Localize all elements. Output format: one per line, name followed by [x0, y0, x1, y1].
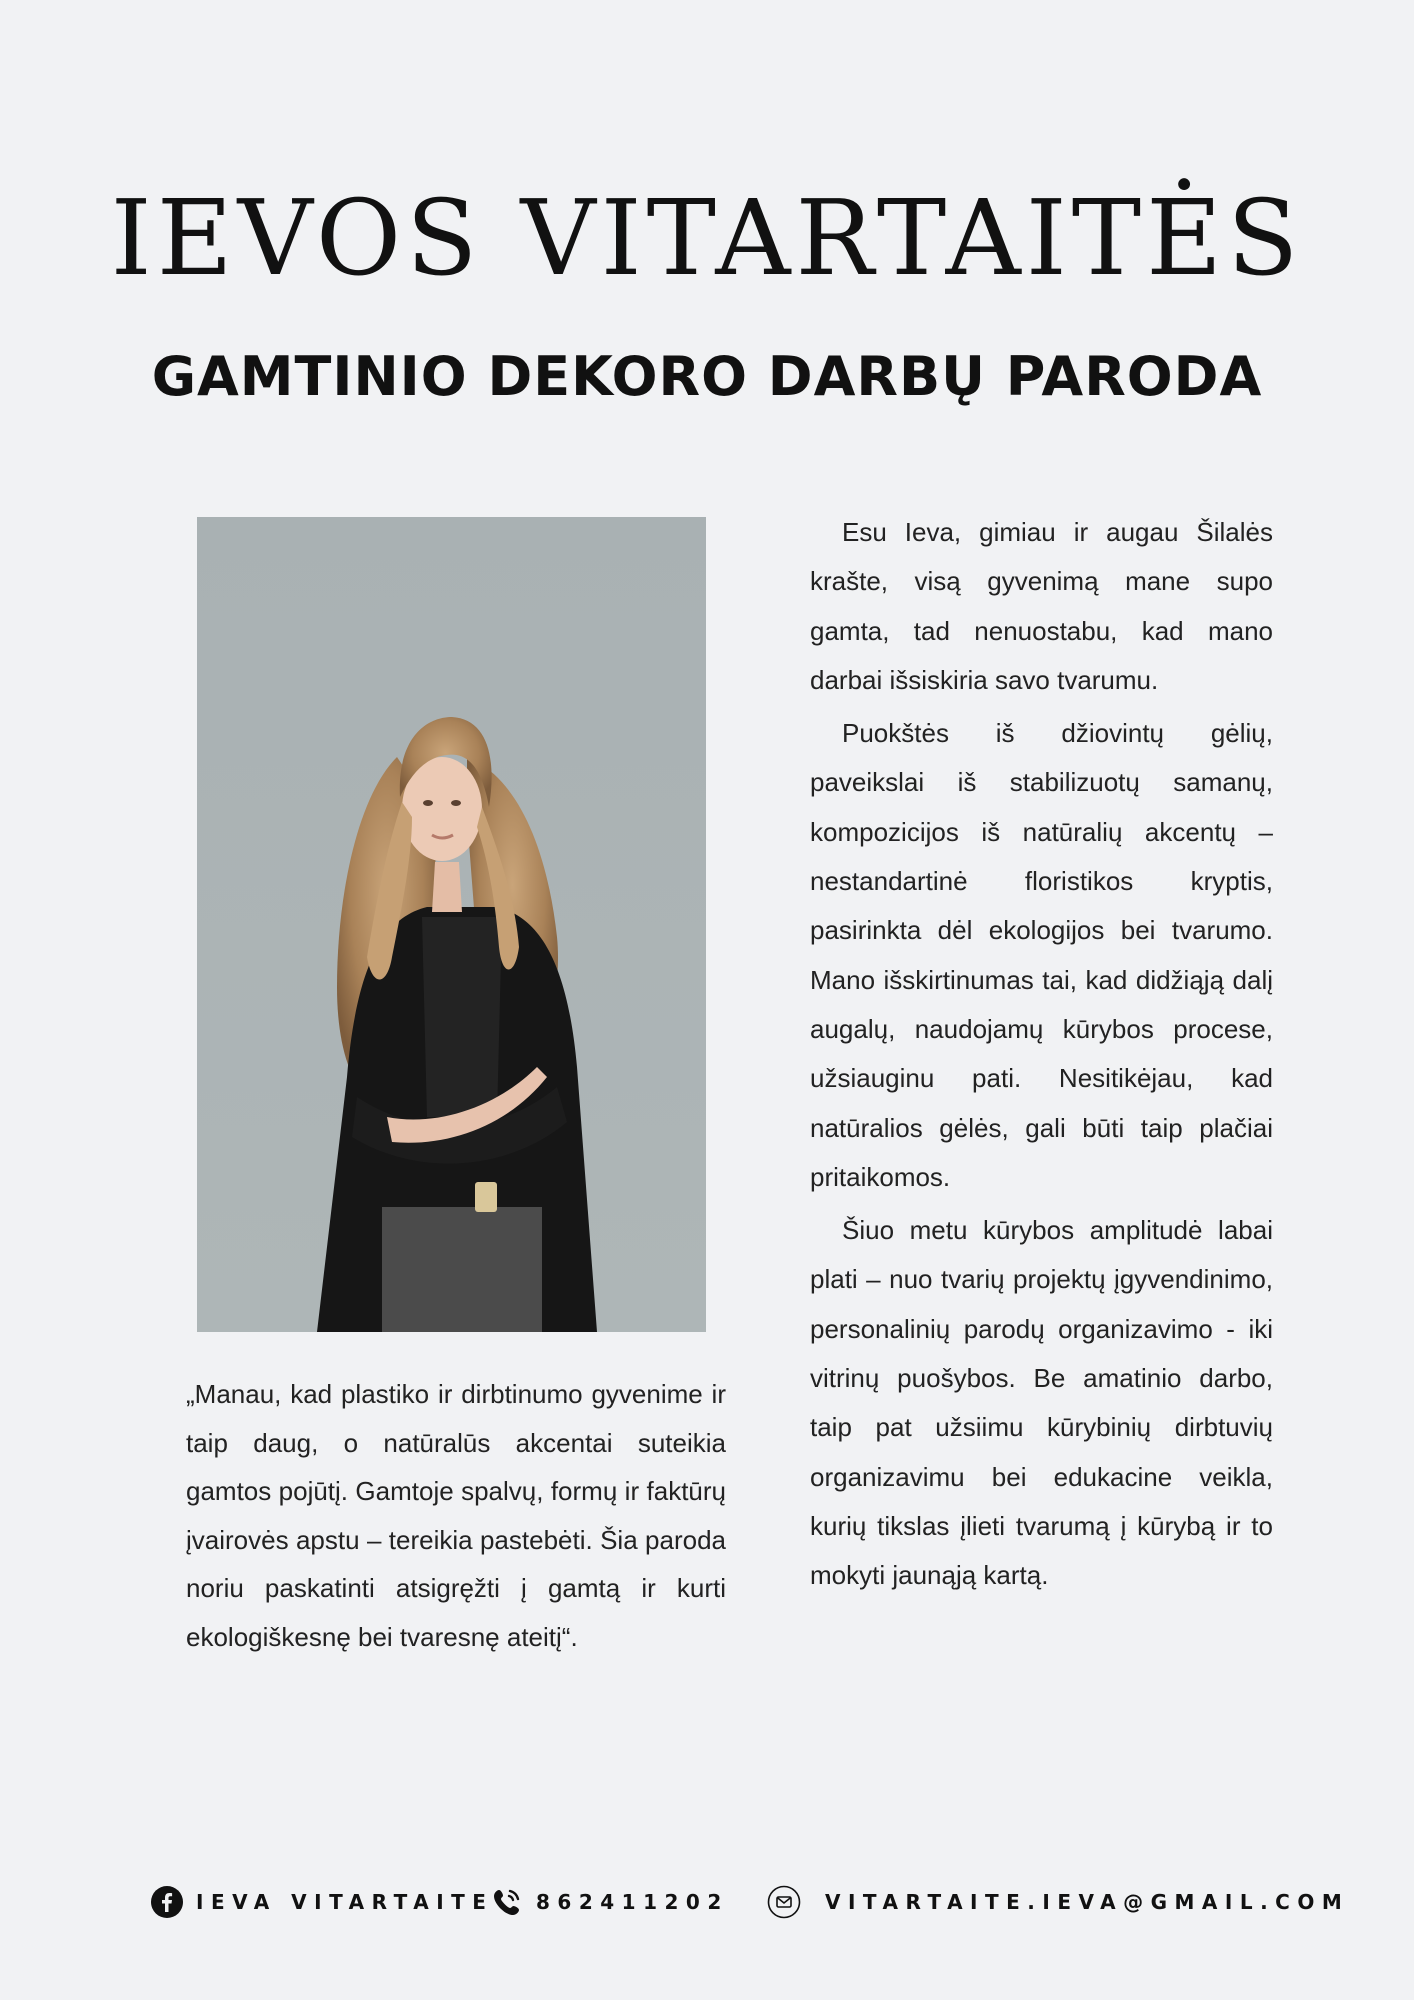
facebook-text: IEVA VITARTAITE: [196, 1890, 494, 1914]
bio-paragraph: Esu Ieva, gimiau ir augau Šilalės krašte, visą gyvenimą mane supo gamta, tad nenuostabu, kad mano darbai išsiskiria savo tvarumu.: [810, 517, 1273, 695]
quote-text: „Manau, kad plastiko ir dirbtinumo gyvenime ir taip daug, o natūralūs akcentai suteikia gamtos pojūtį. Gamtoje spalvų, formų ir faktūrų įvairovės apstu – tereikia pastebėti. Šia paroda noriu paskatinti atsigręžti į gamtą ir kurti ekologiškesnę bei tvaresnę ateitį“.: [186, 1379, 726, 1652]
phone-text: 862411202: [536, 1890, 729, 1914]
mail-icon: [767, 1885, 801, 1919]
phone-icon: [490, 1885, 524, 1919]
contact-footer: [150, 1880, 1350, 1924]
bio-text: [810, 508, 1273, 1605]
email-contact[interactable]: [767, 1880, 1349, 1924]
page-subtitle: GAMTINIO DEKORO DARBŲ PARODA: [151, 345, 1263, 408]
bio-paragraph: Šiuo metu kūrybos amplitudė labai plati – nuo tvarių projektų įgyvendinimo, personalinių parodų organizavimo - iki vitrinų puošybos. Be amatinio darbo, taip pat užsiimu kūrybinių dirbtuvių organizavimu bei edukacine veikla, kurių tikslas įlieti tvarumą į kūrybą ir to mokyti jaunąją kartą.: [810, 1215, 1273, 1591]
facebook-icon: [150, 1885, 184, 1919]
email-text: VITARTAITE.IEVA@GMAIL.COM: [825, 1890, 1350, 1914]
page-title: IEVOS VITARTAITĖS: [110, 177, 1304, 299]
bio-paragraph: Puokštės iš džiovintų gėlių, paveikslai iš stabilizuotų samanų, kompozicijos iš natūralių akcentų – nestandartinė floristikos kryptis, pasirinkta dėl ekologijos bei tvarumo. Mano išskirtinumas tai, kad didžiąją dalį augalų, naudojamų kūrybos procese, užsiauginu pati. Nesitikėjau, kad natūralios gėlės, gali būti taip plačiai pritaikomos.: [810, 718, 1273, 1192]
portrait-photo: [197, 517, 706, 1332]
facebook-contact[interactable]: [150, 1880, 493, 1924]
phone-contact[interactable]: [490, 1880, 729, 1924]
